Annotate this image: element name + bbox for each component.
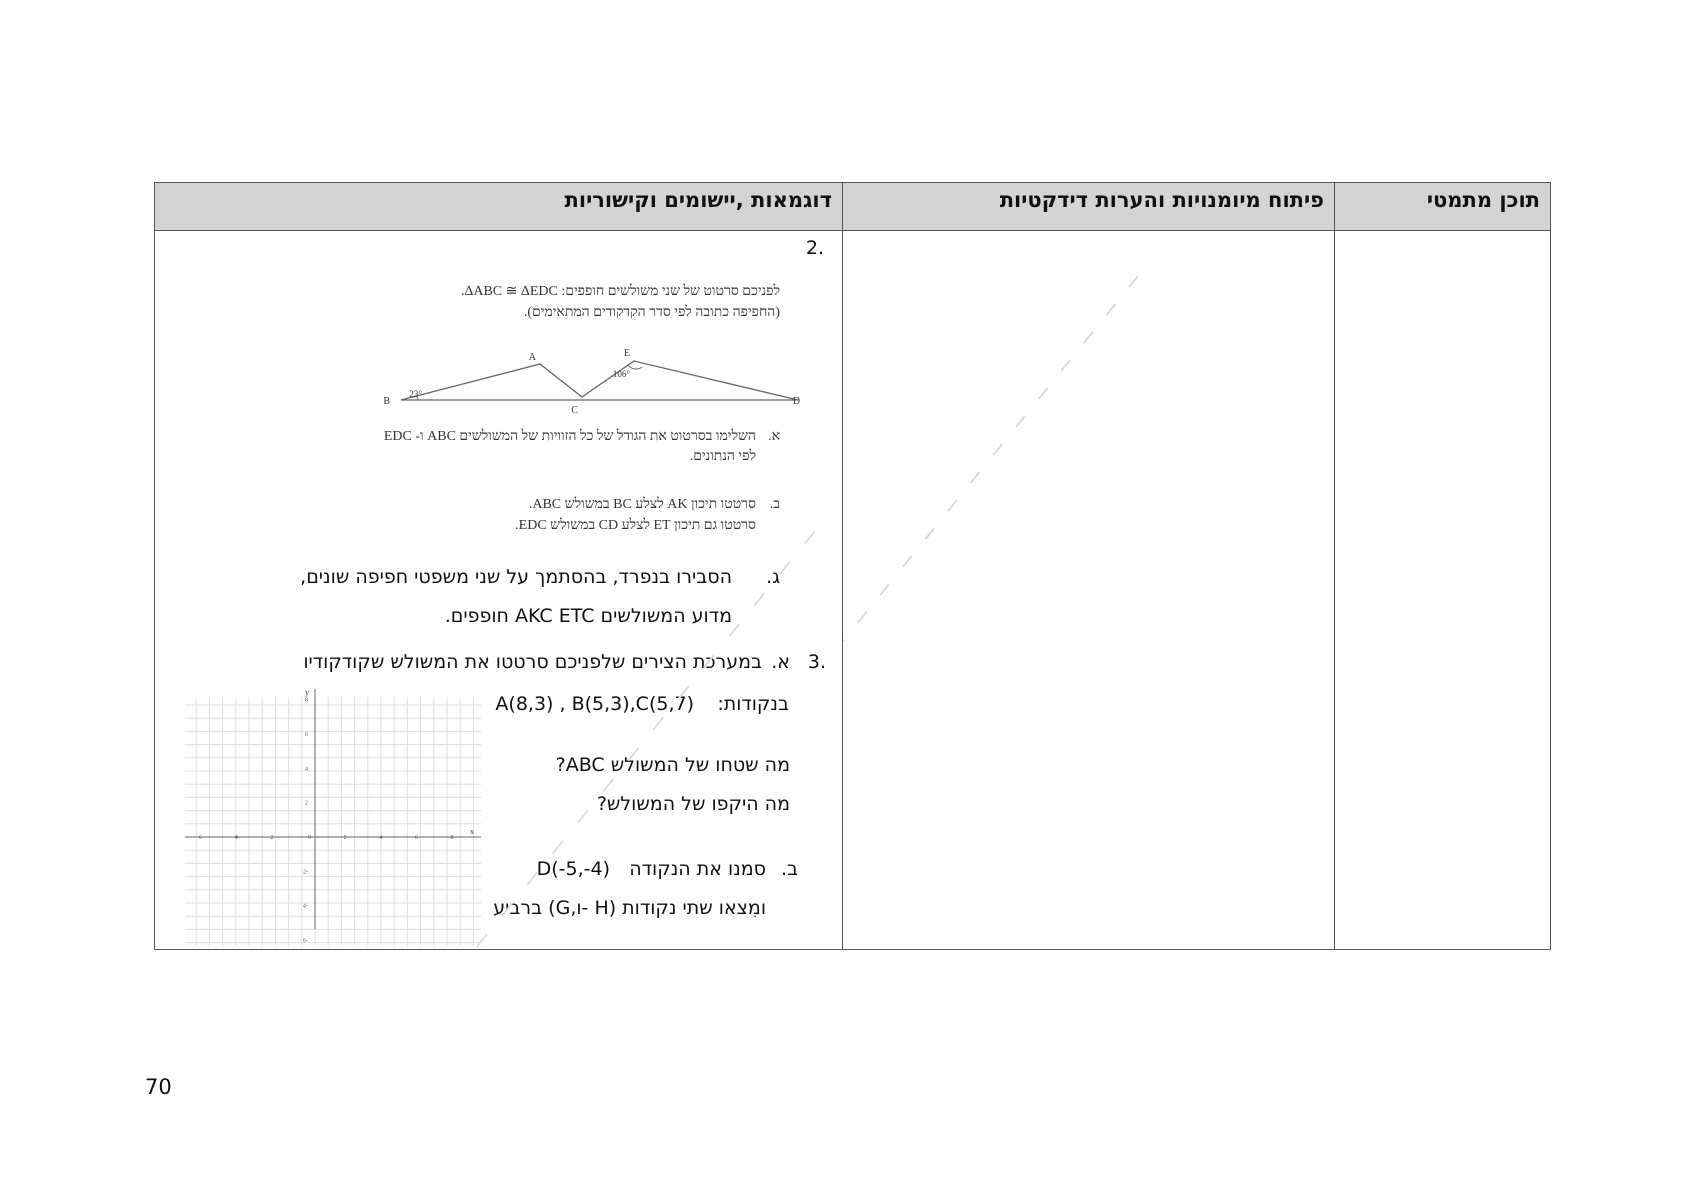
x-axis-label: x	[470, 827, 474, 836]
page-number: 70	[145, 1075, 172, 1099]
body-row	[155, 231, 1551, 950]
x-tick-label: 8	[450, 835, 454, 841]
diagonal-artifact-examples	[455, 231, 842, 949]
coordinate-grid	[183, 689, 483, 949]
y-tick-label: -4	[303, 903, 308, 910]
x-tick-label: -6	[199, 835, 205, 841]
header-row	[155, 183, 1551, 231]
x-tick-label: -4	[234, 835, 240, 841]
angle-e-label: 106°	[612, 369, 630, 379]
item-3-question-perimeter: מה היקפו של המשולש?	[596, 793, 790, 815]
examples-cell	[155, 231, 843, 950]
item-3-part-b-letter: ב.	[780, 858, 798, 880]
item-3-question-area: מה שטחו של המשולש ABC?	[555, 754, 790, 776]
y-tick-label: 8	[305, 697, 308, 704]
development-cell	[843, 231, 1335, 950]
header-development: פיתוח מיומנויות והערות דידקטיות	[843, 183, 1335, 231]
y-tick-label: 4	[305, 766, 308, 773]
diagonal-artifact	[843, 231, 1312, 947]
vertex-label-c: C	[571, 405, 578, 416]
y-tick-label: -2	[303, 869, 308, 876]
y-tick-label: -6	[303, 937, 308, 944]
item-2-part-b-line1: סרטטו תיכון AK לצלע BC במשולש ABC.	[528, 497, 756, 512]
content-cell	[1335, 231, 1551, 950]
vertex-label-b: B	[383, 396, 390, 407]
vertex-label-a: A	[528, 352, 536, 363]
item-2-part-c-line2: מדוע המשולשים AKC ETC חופפים.	[444, 605, 732, 627]
angle-b-label: 23°	[409, 389, 422, 399]
x-tick-label: 0	[308, 835, 311, 841]
item-3-part-b-line2: ומִצאו שתי נקודות (H -ו,G) ברביע	[493, 897, 766, 919]
item-3-points: A(8,3) , B(5,3),C(5,7)	[495, 693, 694, 715]
item-3-part-a-line1: במערכת הצירים שלפניכם סרטטו את המשולש שקודקודיו	[303, 651, 762, 673]
vertex-label-e: E	[623, 348, 630, 359]
curriculum-table	[154, 182, 1551, 950]
item-2-part-b-line2: סרטטו גם תיכון ET לצלע CD במשולש EDC.	[515, 518, 756, 533]
item-2-intro-line1: לפניכם סרטוט של שני משולשים חופפים: ΔABC ≅ ΔEDC.	[460, 284, 780, 299]
item-2-part-a-letter: א.	[768, 429, 780, 444]
item-3-point-d: D(-5,-4)	[536, 858, 610, 880]
item-2-part-a-line2: לפי הנתונים.	[689, 449, 756, 464]
y-axis-label: y	[305, 689, 309, 697]
item-2-part-c-letter: ג.	[766, 566, 780, 588]
y-tick-label: 2	[305, 800, 308, 807]
examples-content	[155, 231, 842, 949]
item-2-number: .2	[805, 237, 824, 259]
item-2-part-c-line1: הסבירו בנפרד, בהסתמך על שני משפטי חפיפה שונים,	[300, 566, 732, 588]
item-2-intro-line2: (החפיפה כתובה לפי סדר הקדקודים המתאימים).	[523, 305, 780, 320]
x-tick-label: 4	[379, 835, 383, 841]
x-tick-label: -2	[270, 835, 276, 841]
vertex-label-d: D	[792, 396, 800, 407]
item-3-number: .3	[807, 651, 826, 673]
x-tick-label: 2	[343, 835, 347, 841]
item-2-part-a-line1: השלימו בסרטוט את הגודל של כל הזוויות של המשולשים ABC ו- EDC	[383, 429, 756, 444]
y-tick-label: 6	[305, 732, 308, 739]
header-examples: דוגמאות ,יישומים וקישוריות	[155, 183, 843, 231]
item-3-points-label: בנקודות:	[717, 693, 789, 715]
header-content: תוכן מתמטי	[1335, 183, 1551, 231]
item-3-part-a-letter: א.	[771, 651, 790, 673]
item-2-part-b-letter: ב.	[769, 497, 780, 512]
item-3-part-b-line1: סמנו את הנקודה	[629, 858, 766, 880]
x-tick-label: 6	[414, 835, 418, 841]
